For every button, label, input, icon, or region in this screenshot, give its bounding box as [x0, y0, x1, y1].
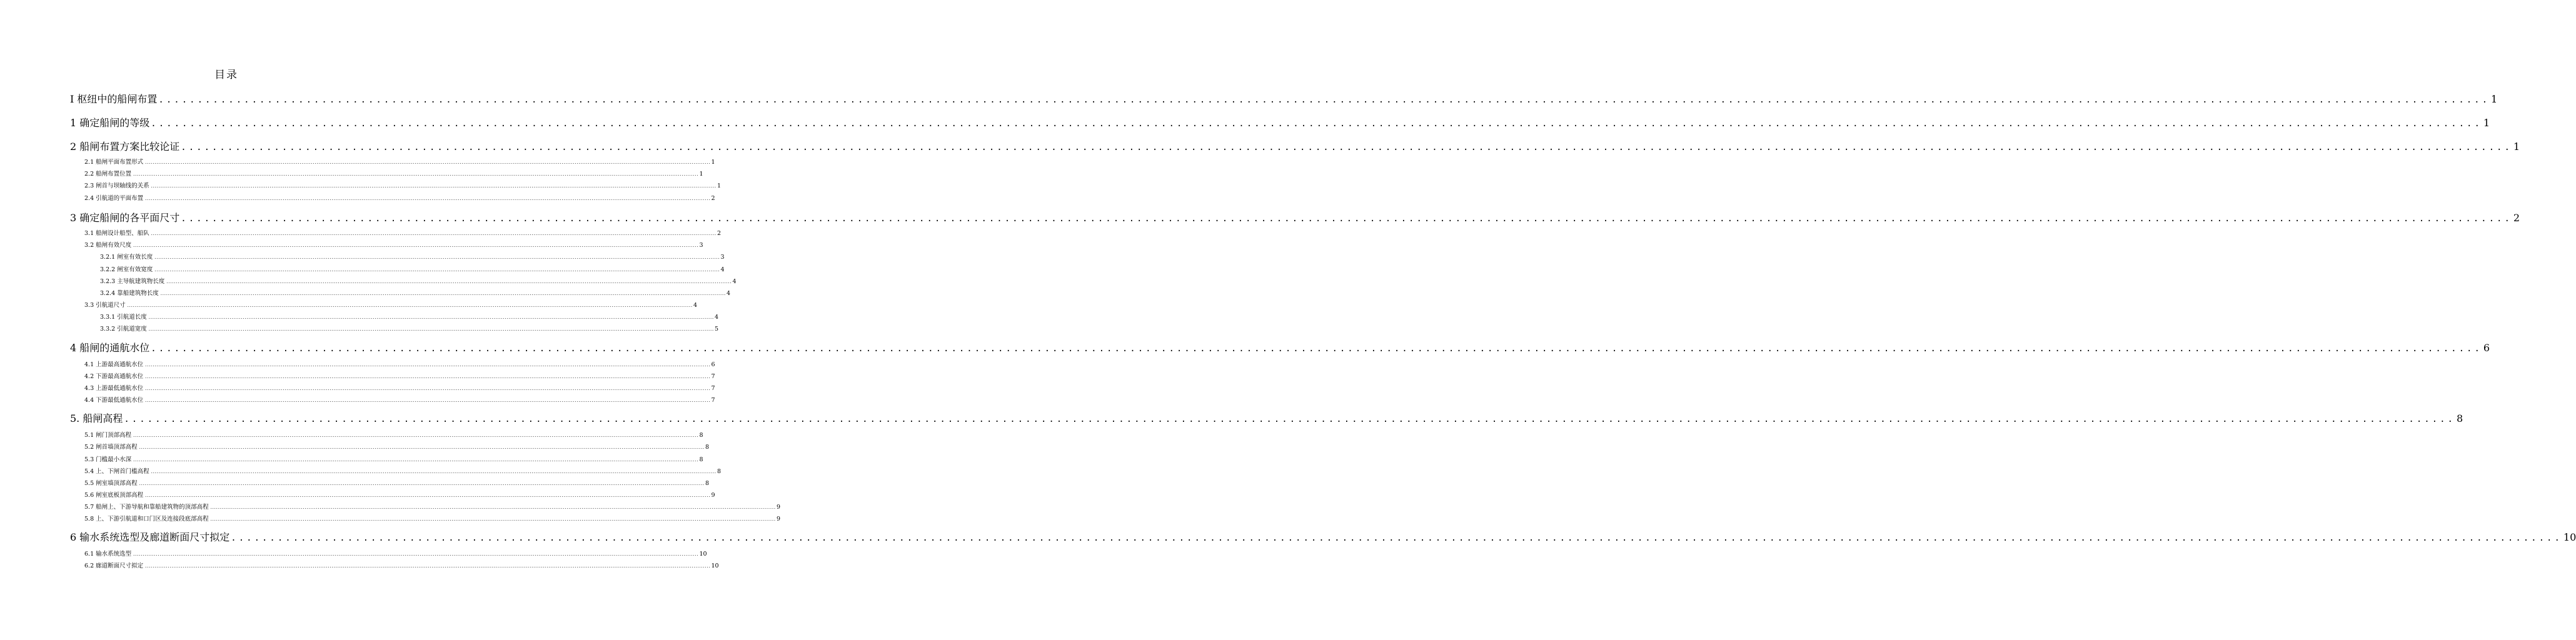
- dot-leader: ............................................................................................................................................................................................................................................................................................................: [124, 414, 2455, 424]
- toc-entry-label: 1 确定船闸的等级: [70, 117, 150, 129]
- toc-entry[interactable]: [84, 383, 715, 392]
- toc-entry-label: 6 输水系统选型及廊道断面尺寸拟定: [70, 531, 230, 543]
- toc-entry-page: 4: [693, 302, 697, 309]
- toc-entry-label: 2.3 闸首与坝轴线的关系: [84, 182, 149, 189]
- toc-entry-page: 9: [711, 492, 715, 499]
- toc-entry-page: 3: [720, 254, 725, 261]
- toc-entry[interactable]: [84, 561, 719, 569]
- toc-entry[interactable]: [70, 115, 2490, 129]
- dot-leader: ............................................................................................................................................................................................................................................................................................................: [181, 214, 2512, 224]
- toc-title: 目录: [214, 69, 238, 81]
- toc-entry-page: 4: [715, 314, 719, 321]
- dot-leader: ............................................................................................................................................................................................................................................................................................................: [148, 315, 714, 320]
- toc-entry-page: 7: [711, 373, 715, 380]
- toc-entry-label: 5.1 闸门顶部高程: [84, 432, 132, 439]
- toc-entry-label: 5.4 上、下闸首门槛高程: [84, 468, 149, 475]
- toc-entry-page: 4: [732, 278, 737, 285]
- toc-entry-page: 8: [705, 480, 709, 487]
- toc-entry-page: 8: [2456, 412, 2463, 424]
- toc-entry-label: 5.2 闸首墙顶部高程: [84, 444, 138, 451]
- toc-entry-label: 5.6 闸室底板顶部高程: [84, 492, 144, 499]
- dot-leader: ............................................................................................................................................................................................................................................................................................................: [144, 362, 710, 368]
- toc-entry-page: 10: [711, 562, 719, 569]
- toc-entry-label: 3.2.3 主导航建筑物长度: [100, 278, 165, 285]
- dot-leader: ............................................................................................................................................................................................................................................................................................................: [209, 505, 775, 510]
- toc-entry[interactable]: [84, 466, 721, 475]
- toc-entry-page: 1: [2483, 117, 2490, 129]
- toc-entry-page: 10: [699, 551, 707, 558]
- toc-entry-page: 4: [720, 266, 725, 273]
- dot-leader: ............................................................................................................................................................................................................................................................................................................: [133, 552, 698, 557]
- toc-entry-label: 5. 船闸高程: [70, 412, 123, 424]
- toc-entry-page: 9: [776, 504, 780, 511]
- toc-entry[interactable]: [84, 371, 715, 380]
- toc-entry-label: 2 船闸布置方案比较论证: [70, 141, 180, 152]
- dot-leader: ............................................................................................................................................................................................................................................................................................................: [133, 172, 698, 177]
- toc-entry-label: 6.2 廊道断面尺寸拟定: [84, 562, 144, 569]
- dot-leader: ............................................................................................................................................................................................................................................................................................................: [151, 119, 2482, 129]
- toc-entry[interactable]: [84, 430, 703, 439]
- toc-entry-page: 2: [717, 230, 721, 237]
- toc-entry[interactable]: [84, 359, 715, 368]
- toc-entry-label: 3.1 船闸设计船型、船队: [84, 230, 149, 237]
- toc-entry-label: 5.5 闸室墙顶部高程: [84, 480, 138, 487]
- dot-leader: ............................................................................................................................................................................................................................................................................................................: [150, 469, 716, 474]
- dot-leader: ............................................................................................................................................................................................................................................................................................................: [231, 533, 2562, 543]
- toc-entry-label: 5.7 船闸上、下游导航和靠船建筑物的顶部高程: [84, 504, 209, 511]
- toc-entry-label: 2.2 船闸布置位置: [84, 171, 132, 178]
- toc-entry-page: 9: [776, 516, 780, 522]
- toc-entry[interactable]: [70, 340, 2490, 354]
- toc-entry[interactable]: [84, 157, 715, 166]
- toc-entry-label: 2.1 船闸平面布置形式: [84, 159, 144, 166]
- toc-entry-page: 6: [2483, 342, 2490, 354]
- toc-entry-label: 3.2.2 闸室有效宽度: [100, 266, 153, 273]
- dot-leader: ............................................................................................................................................................................................................................................................................................................: [144, 386, 710, 391]
- toc-entry[interactable]: [100, 252, 725, 261]
- dot-leader: ............................................................................................................................................................................................................................................................................................................: [144, 493, 710, 498]
- toc-entry[interactable]: [100, 312, 719, 321]
- toc-entry-label: 3.2.1 闸室有效长度: [100, 254, 153, 261]
- toc-entry-label: 4.2 下游最高通航水位: [84, 373, 144, 380]
- dot-leader: ............................................................................................................................................................................................................................................................................................................: [181, 142, 2512, 152]
- dot-leader: ............................................................................................................................................................................................................................................................................................................: [158, 95, 2490, 105]
- toc-entry[interactable]: [70, 529, 2576, 543]
- dot-leader: ............................................................................................................................................................................................................................................................................................................: [126, 303, 692, 308]
- toc-entry[interactable]: [84, 395, 715, 404]
- toc-entry-label: 4.4 下游最低通航水位: [84, 397, 144, 404]
- toc-entry-page: 1: [2513, 141, 2520, 152]
- toc-entry-label: 4.1 上游最高通航水位: [84, 361, 144, 368]
- toc-entry[interactable]: [84, 454, 703, 463]
- dot-leader: ............................................................................................................................................................................................................................................................................................................: [144, 564, 710, 569]
- toc-entry[interactable]: [84, 181, 721, 189]
- toc-entry-page: 1: [711, 159, 715, 166]
- dot-leader: ............................................................................................................................................................................................................................................................................................................: [151, 344, 2482, 354]
- dot-leader: ............................................................................................................................................................................................................................................................................................................: [133, 243, 698, 248]
- toc-entry-page: 1: [2491, 93, 2498, 105]
- toc-entry-page: 10: [2563, 531, 2576, 543]
- toc-entry[interactable]: [84, 300, 697, 309]
- toc-entry-label: 5.3 门槛最小水深: [84, 456, 132, 463]
- toc-entry[interactable]: [84, 442, 709, 451]
- toc-entry-page: 5: [715, 326, 719, 332]
- toc-entry[interactable]: [100, 324, 719, 332]
- toc-entry-page: 6: [711, 361, 715, 368]
- dot-leader: ............................................................................................................................................................................................................................................................................................................: [138, 445, 704, 450]
- toc-entry[interactable]: [100, 276, 737, 285]
- dot-leader: ............................................................................................................................................................................................................................................................................................................: [133, 433, 698, 438]
- toc-entry-page: 8: [699, 456, 703, 463]
- toc-entry-label: 3.3.2 引航道宽度: [100, 326, 147, 332]
- toc-entry[interactable]: [84, 514, 780, 522]
- toc-entry[interactable]: [84, 502, 780, 511]
- dot-leader: ............................................................................................................................................................................................................................................................................................................: [148, 327, 714, 332]
- toc-entry-label: 3.3 引航道尺寸: [84, 302, 126, 309]
- toc-entry-label: 5.8 上、下游引航道和口门区及连接段底部高程: [84, 516, 209, 522]
- dot-leader: ............................................................................................................................................................................................................................................................................................................: [209, 517, 775, 522]
- dot-leader: ............................................................................................................................................................................................................................................................................................................: [154, 255, 720, 260]
- dot-leader: ............................................................................................................................................................................................................................................................................................................: [144, 398, 710, 403]
- toc-entry[interactable]: [100, 288, 731, 297]
- dot-leader: ............................................................................................................................................................................................................................................................................................................: [166, 279, 732, 284]
- toc-entry[interactable]: [84, 228, 721, 237]
- dot-leader: ............................................................................................................................................................................................................................................................................................................: [154, 268, 720, 272]
- toc-entry-label: 2.4 引航道的平面布置: [84, 195, 144, 202]
- toc-entry-page: 2: [711, 195, 715, 202]
- toc-entry[interactable]: [70, 411, 2463, 424]
- toc-entry-label: 3.3.1 引航道长度: [100, 314, 147, 321]
- toc-entry[interactable]: [70, 210, 2520, 224]
- toc-entry-label: 4 船闸的通航水位: [70, 342, 150, 354]
- toc-entry-label: 3.2.4 靠船建筑物长度: [100, 290, 159, 297]
- toc-entry-label: 3.2 船闸有效尺度: [84, 242, 132, 249]
- dot-leader: ............................................................................................................................................................................................................................................................................................................: [133, 458, 698, 462]
- toc-entry-page: 1: [717, 182, 721, 189]
- toc-entry[interactable]: [84, 193, 715, 202]
- toc-entry-page: 7: [711, 397, 715, 404]
- toc-entry-page: 8: [705, 444, 709, 451]
- toc-entry[interactable]: [84, 549, 707, 558]
- toc-entry-page: 3: [699, 242, 703, 249]
- toc-entry-label: 6.1 输水系统选型: [84, 551, 132, 558]
- toc-entry-page: 8: [699, 432, 703, 439]
- toc-entry-label: 4.3 上游最低通航水位: [84, 385, 144, 392]
- toc-entry[interactable]: [84, 240, 703, 249]
- toc-entry[interactable]: [84, 490, 715, 499]
- toc-entry-label: Ⅰ 枢纽中的船闸布置: [70, 93, 158, 105]
- toc-entry-page: 8: [717, 468, 721, 475]
- toc-entry-page: 1: [699, 171, 703, 178]
- toc-entry[interactable]: [70, 91, 2498, 105]
- toc-entry-label: 3 确定船闸的各平面尺寸: [70, 212, 180, 224]
- toc-entry-page: 4: [727, 290, 731, 297]
- dot-leader: ............................................................................................................................................................................................................................................................................................................: [144, 374, 710, 379]
- toc-entry[interactable]: [100, 264, 725, 273]
- toc-entry[interactable]: [84, 478, 709, 487]
- dot-leader: ............................................................................................................................................................................................................................................................................................................: [144, 160, 710, 165]
- toc-entry-page: 2: [2513, 212, 2520, 224]
- dot-leader: ............................................................................................................................................................................................................................................................................................................: [150, 231, 716, 236]
- dot-leader: ............................................................................................................................................................................................................................................................................................................: [144, 196, 710, 201]
- dot-leader: ............................................................................................................................................................................................................................................................................................................: [159, 291, 726, 296]
- dot-leader: ............................................................................................................................................................................................................................................................................................................: [138, 481, 704, 486]
- toc-entry[interactable]: [84, 169, 703, 178]
- toc-entry-page: 7: [711, 385, 715, 392]
- dot-leader: ............................................................................................................................................................................................................................................................................................................: [150, 184, 716, 189]
- toc-entry[interactable]: [70, 139, 2520, 152]
